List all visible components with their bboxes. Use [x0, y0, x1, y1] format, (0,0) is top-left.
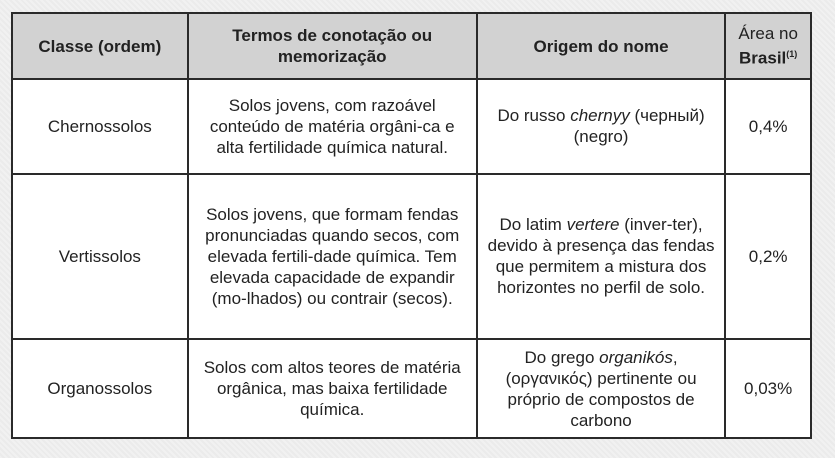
- cell-origem: [477, 174, 725, 339]
- origem-italic: chernyy: [570, 106, 630, 126]
- cell-area: 0,03%: [725, 339, 811, 438]
- cell-origem: [477, 79, 725, 174]
- cell-classe: Chernossolos: [12, 79, 188, 174]
- table-header-row: [12, 13, 811, 79]
- header-termos: Termos de conotação ou memorização: [188, 13, 477, 79]
- header-area-top: Área no: [738, 24, 798, 44]
- header-classe: Classe (ordem): [12, 13, 188, 79]
- origem-text: (inver-ter), devido à presença das fendas que permitem a mistura dos horizontes no perfil de solo.: [487, 215, 715, 298]
- cell-classe: Vertissolos: [12, 174, 188, 339]
- cell-origem: [477, 339, 725, 438]
- header-area-footnote: (1): [786, 49, 798, 60]
- cell-termos: Solos jovens, que formam fendas pronunciadas quando secos, com elevada fertili-dade química. Tem elevada capacidade de expandir (mo-lhados) ou contrair (secos).: [188, 174, 477, 339]
- cell-termos: Solos com altos teores de matéria orgânica, mas baixa fertilidade química.: [188, 339, 477, 438]
- table-row: [12, 339, 811, 438]
- cell-area: 0,2%: [725, 174, 811, 339]
- table-row: [12, 174, 811, 339]
- header-area-brasil: Brasil: [739, 48, 787, 68]
- table-row: [12, 79, 811, 174]
- header-origem: Origem do nome: [477, 13, 725, 79]
- origem-italic: organikós: [599, 347, 673, 367]
- cell-classe: Organossolos: [12, 339, 188, 438]
- header-area-bottom: [732, 44, 804, 69]
- origem-text: , (οργανικός) pertinente ou próprio de compostos de carbono: [505, 347, 697, 430]
- header-area: [725, 13, 811, 79]
- origem-text: (черный) (negro): [573, 106, 705, 147]
- origem-text: Do russo: [497, 106, 571, 126]
- cell-termos: Solos jovens, com razoável conteúdo de matéria orgâni-ca e alta fertilidade química natural.: [188, 79, 477, 174]
- origem-text: Do grego: [524, 347, 600, 367]
- cell-area: 0,4%: [725, 79, 811, 174]
- origem-text: Do latim: [499, 215, 567, 235]
- soil-classes-table: [11, 12, 812, 439]
- origem-italic: vertere: [566, 215, 620, 235]
